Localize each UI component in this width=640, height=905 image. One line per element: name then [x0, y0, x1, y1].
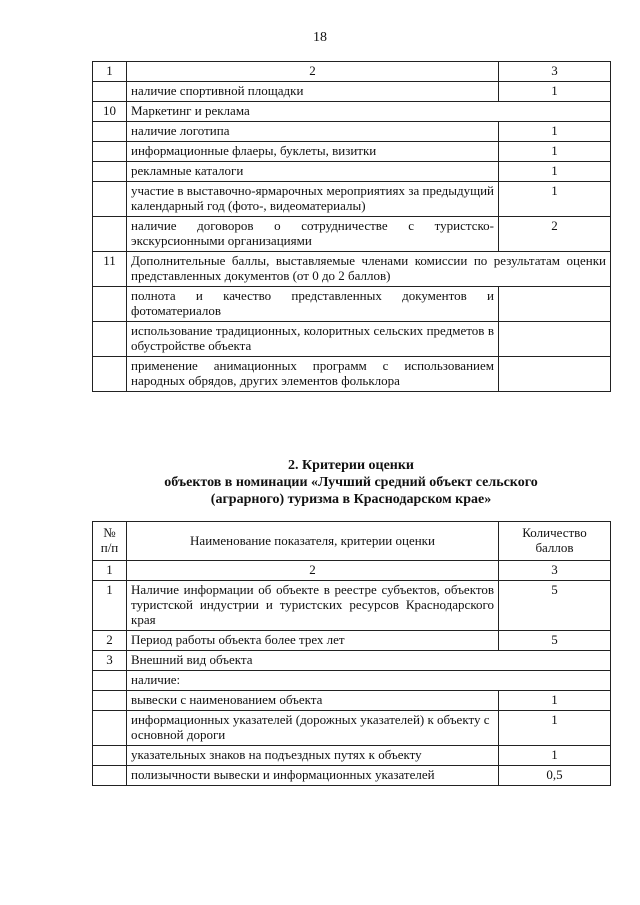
row-number: 1 — [93, 581, 127, 631]
table-row — [93, 581, 611, 631]
criterion-group-title: Дополнительные баллы, выставляемые членами комиссии по результатам оценки представленных документов (от 0 до 2 баллов) — [127, 252, 611, 287]
table-row — [93, 142, 611, 162]
criterion-text: информационных указателей (дорожных указателей) к объекту с основной дороги — [127, 711, 499, 746]
table-row — [93, 102, 611, 122]
row-number — [93, 671, 127, 691]
column-header-number: № п/п — [93, 522, 127, 561]
row-number: 11 — [93, 252, 127, 287]
table-row — [93, 671, 611, 691]
row-number: 2 — [93, 631, 127, 651]
criterion-text: полизычности вывески и информационных указателей — [127, 766, 499, 786]
table-row — [93, 162, 611, 182]
row-number — [93, 691, 127, 711]
table-row — [93, 122, 611, 142]
table-row — [93, 631, 611, 651]
criterion-text: полнота и качество представленных документов и фотоматериалов — [127, 287, 499, 322]
section-subtitle: объектов в номинации «Лучший средний объект сельского — [164, 475, 538, 490]
section-title: 2. Критерии оценки — [288, 458, 414, 473]
row-number — [93, 162, 127, 182]
criterion-text: участие в выставочно-ярмарочных мероприятиях за предыдущий календарный год (фото-, видеоматериалы) — [127, 182, 499, 217]
criterion-text: указательных знаков на подъездных путях к объекту — [127, 746, 499, 766]
table-row — [93, 252, 611, 287]
criterion-text: Наличие информации об объекте в реестре субъектов, объектов туристской индустрии и туристских ресурсов Краснодарского края — [127, 581, 499, 631]
row-number — [93, 287, 127, 322]
score-value — [499, 357, 611, 392]
section-subtitle: (аграрного) туризма в Краснодарском крае» — [210, 492, 492, 507]
row-number: 3 — [93, 651, 127, 671]
score-value — [499, 322, 611, 357]
score-value: 1 — [499, 691, 611, 711]
row-number: 10 — [93, 102, 127, 122]
table-row — [93, 711, 611, 746]
column-header-row — [93, 522, 611, 561]
row-number — [93, 122, 127, 142]
score-value: 1 — [499, 142, 611, 162]
table-row — [93, 691, 611, 711]
table-row — [93, 217, 611, 252]
score-value: 1 — [499, 182, 611, 217]
criterion-text: информационные флаеры, буклеты, визитки — [127, 142, 499, 162]
score-value: 5 — [499, 581, 611, 631]
row-number — [93, 182, 127, 217]
column-header-name: Наименование показателя, критерии оценки — [127, 522, 499, 561]
table-row — [93, 82, 611, 102]
criterion-text: вывески с наименованием объекта — [127, 691, 499, 711]
row-number — [93, 82, 127, 102]
row-number — [93, 711, 127, 746]
score-value: 5 — [499, 631, 611, 651]
column-index: 1 — [93, 62, 127, 82]
score-value: 2 — [499, 217, 611, 252]
column-index: 1 — [93, 561, 127, 581]
criteria-table-medium-object — [92, 521, 611, 786]
row-number — [93, 217, 127, 252]
table-row — [93, 766, 611, 786]
criterion-text: наличие логотипа — [127, 122, 499, 142]
table-row — [93, 182, 611, 217]
criterion-subgroup-title: наличие: — [127, 671, 611, 691]
table-row — [93, 322, 611, 357]
criterion-text: рекламные каталоги — [127, 162, 499, 182]
score-value: 1 — [499, 711, 611, 746]
criteria-table-continued — [92, 61, 611, 392]
score-value: 0,5 — [499, 766, 611, 786]
criterion-text: применение анимационных программ с использованием народных обрядов, других элементов фольклора — [127, 357, 499, 392]
column-header-score: Количество баллов — [499, 522, 611, 561]
table-row — [93, 746, 611, 766]
criterion-text: Период работы объекта более трех лет — [127, 631, 499, 651]
score-value — [499, 287, 611, 322]
table-row — [93, 357, 611, 392]
column-index: 2 — [127, 62, 499, 82]
score-value: 1 — [499, 122, 611, 142]
row-number — [93, 766, 127, 786]
row-number — [93, 322, 127, 357]
score-value: 1 — [499, 162, 611, 182]
column-index: 3 — [499, 62, 611, 82]
page-number: 18 — [313, 30, 327, 45]
criterion-text: использование традиционных, колоритных сельских предметов в обустройстве объекта — [127, 322, 499, 357]
section-heading — [92, 457, 610, 508]
criterion-text: наличие спортивной площадки — [127, 82, 499, 102]
row-number — [93, 746, 127, 766]
column-index-row — [93, 62, 611, 82]
criterion-group-title: Внешний вид объекта — [127, 651, 611, 671]
column-index: 3 — [499, 561, 611, 581]
criterion-group-title: Маркетинг и реклама — [127, 102, 611, 122]
criterion-text: наличие договоров о сотрудничестве с туристско-экскурсионными организациями — [127, 217, 499, 252]
column-index-row — [93, 561, 611, 581]
column-index: 2 — [127, 561, 499, 581]
table-row — [93, 651, 611, 671]
score-value: 1 — [499, 82, 611, 102]
score-value: 1 — [499, 746, 611, 766]
table-row — [93, 287, 611, 322]
row-number — [93, 142, 127, 162]
row-number — [93, 357, 127, 392]
